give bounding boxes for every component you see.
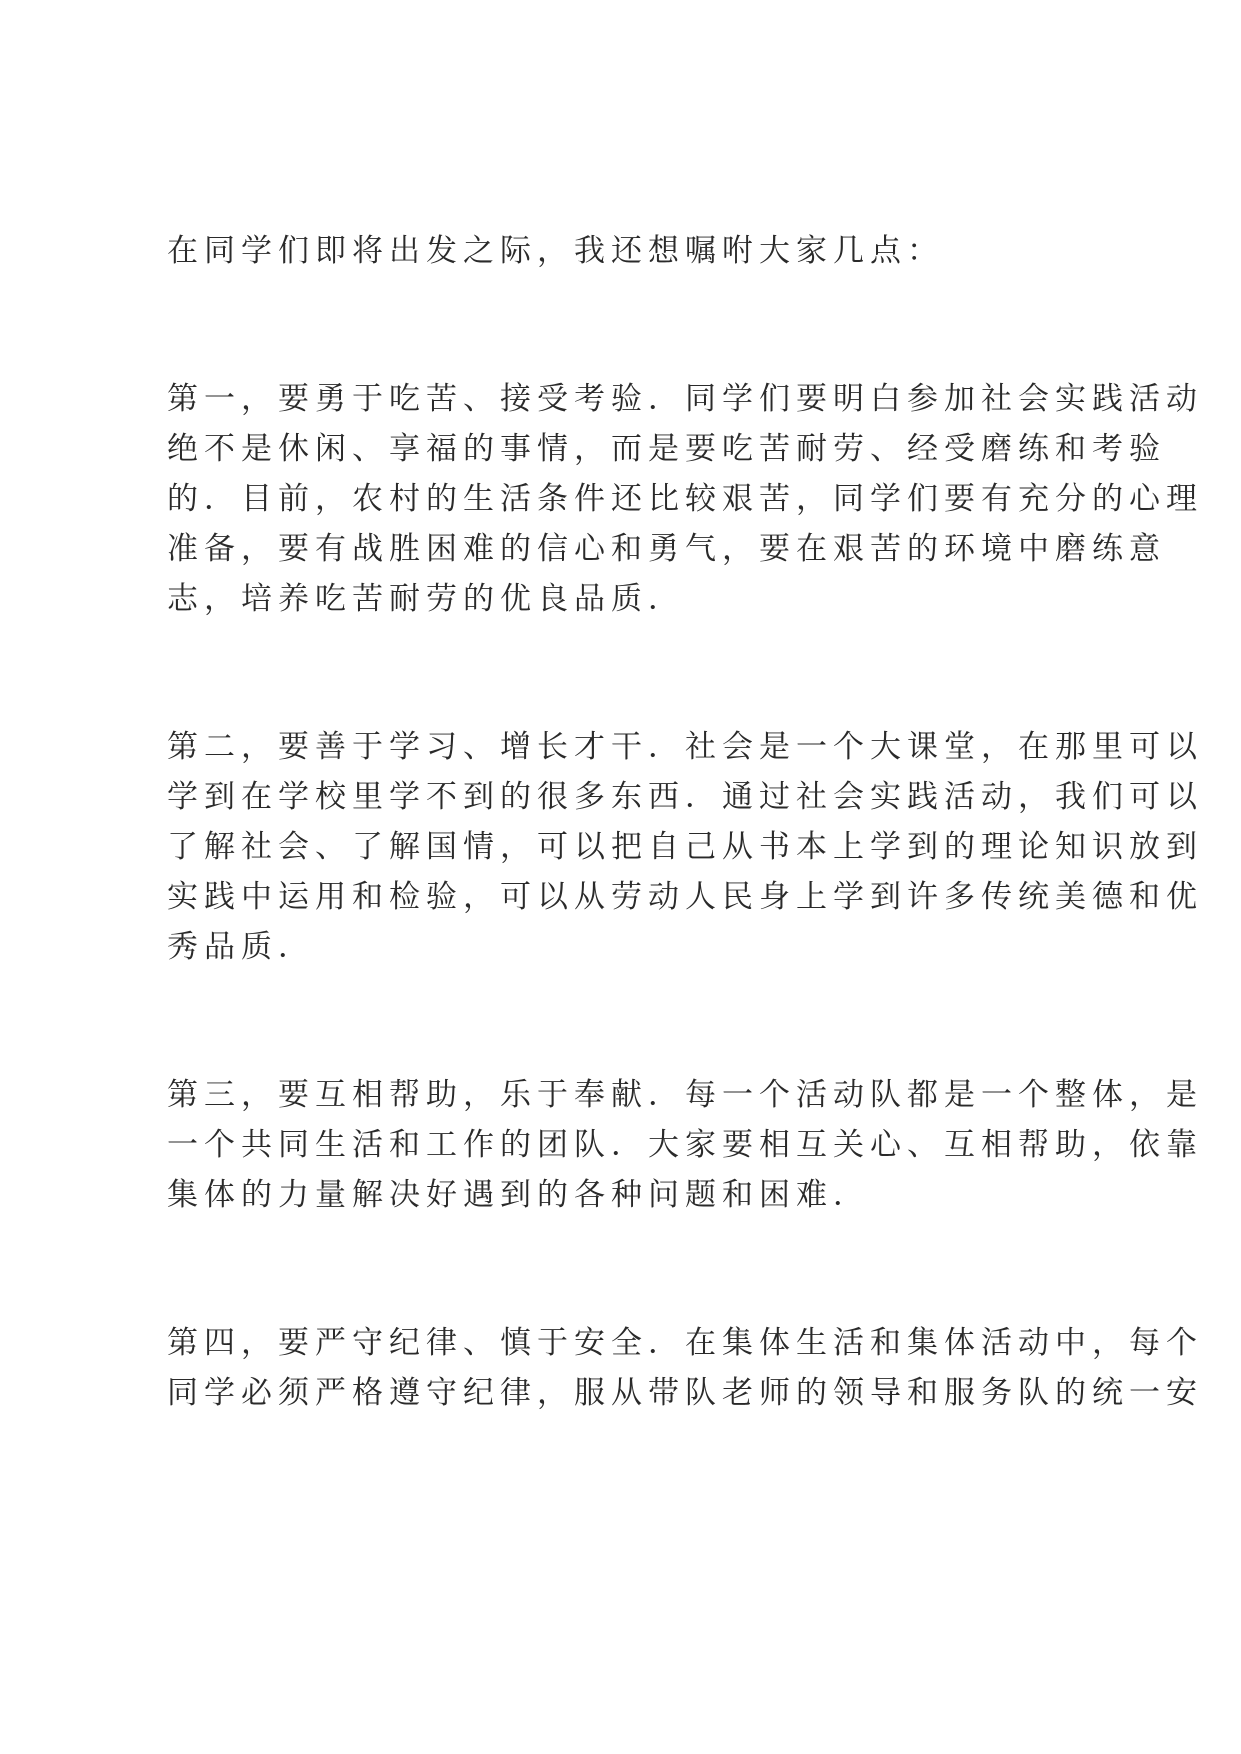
paragraph-point-2 <box>167 722 1203 972</box>
text-line: 第四，要严守纪律、慎于安全．在集体生活和集体活动中，每个 <box>167 1325 1203 1361</box>
text-line: 在同学们即将出发之际，我还想嘱咐大家几点： <box>167 233 944 269</box>
document-body <box>167 226 1203 1418</box>
text-line: 准备，要有战胜困难的信心和勇气，要在艰苦的环境中磨练意 <box>167 531 1166 567</box>
text-line: 集体的力量解决好遇到的各种问题和困难． <box>167 1177 870 1213</box>
text-line: 实践中运用和检验，可以从劳动人民身上学到许多传统美德和优 <box>167 879 1203 915</box>
paragraph-spacer <box>167 624 1097 722</box>
paragraph-spacer <box>167 276 1097 374</box>
text-line: 志，培养吃苦耐劳的优良品质． <box>167 581 685 617</box>
paragraph-point-1 <box>167 374 1203 624</box>
paragraph-spacer <box>167 1220 1097 1318</box>
text-line: 绝不是休闲、享福的事情，而是要吃苦耐劳、经受磨练和考验 <box>167 431 1166 467</box>
paragraph-intro <box>167 226 1097 276</box>
paragraph-spacer <box>167 972 1097 1070</box>
text-line: 第三，要互相帮助，乐于奉献．每一个活动队都是一个整体，是 <box>167 1077 1203 1113</box>
text-line: 的．目前，农村的生活条件还比较艰苦，同学们要有充分的心理 <box>167 481 1203 517</box>
text-line: 了解社会、了解国情，可以把自己从书本上学到的理论知识放到 <box>167 829 1203 865</box>
text-line: 学到在学校里学不到的很多东西．通过社会实践活动，我们可以 <box>167 779 1203 815</box>
text-line: 同学必须严格遵守纪律，服从带队老师的领导和服务队的统一安 <box>167 1375 1203 1411</box>
text-line: 一个共同生活和工作的团队．大家要相互关心、互相帮助，依靠 <box>167 1127 1203 1163</box>
paragraph-point-3 <box>167 1070 1203 1220</box>
paragraph-point-4 <box>167 1318 1203 1418</box>
text-line: 第二，要善于学习、增长才干．社会是一个大课堂，在那里可以 <box>167 729 1203 765</box>
text-line: 第一，要勇于吃苦、接受考验．同学们要明白参加社会实践活动 <box>167 381 1203 417</box>
text-line: 秀品质． <box>167 929 315 965</box>
